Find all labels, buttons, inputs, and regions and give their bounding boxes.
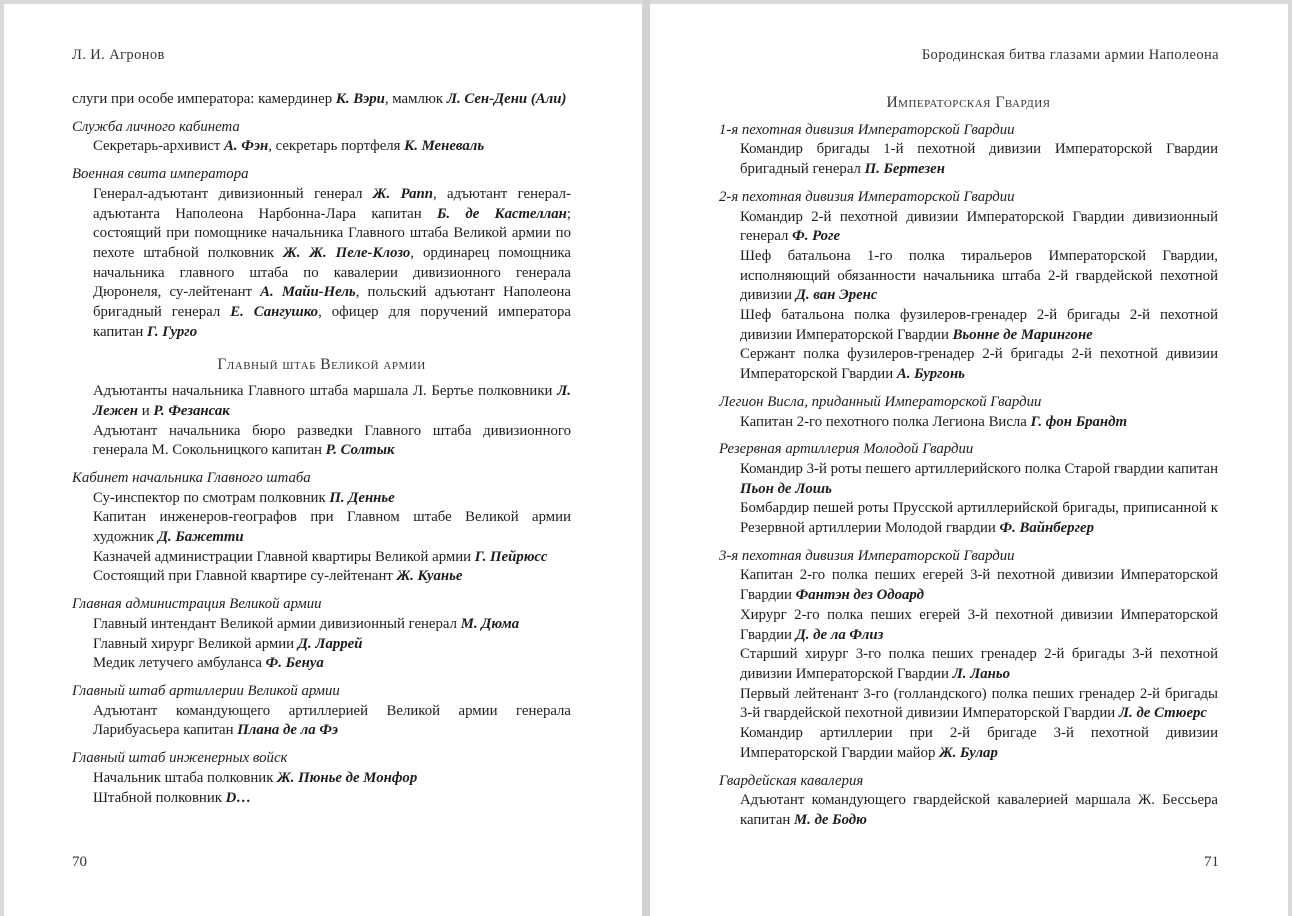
list-entry: Секретарь-архивист А. Фэн, секретарь портфеля К. Меневаль (93, 138, 485, 155)
section-heading: Резервная артиллерия Молодой Гвардии (719, 441, 974, 458)
list-entry: Су-инспектор по смотрам полковник П. Денньe (93, 489, 395, 506)
list-entry: Главный хирург Великой армии Д. Ларрей (93, 635, 363, 652)
section-heading: 2-я пехотная дивизия Императорской Гвардии (719, 188, 1015, 205)
list-entry: Командир 3-й роты пешего артиллерийского полка Старой гвардии капитан Пьон де Лошь (740, 460, 1218, 497)
section-heading: 1-я пехотная дивизия Императорской Гвардии (719, 121, 1015, 138)
left-page (4, 4, 642, 916)
list-entry: Старший хирург 3-го полка пеших гренадер 2-й бригады 3-й пехотной дивизии Императорской Гвардии Л. Ланьо (740, 646, 1218, 682)
list-entry: Состоящий при Главной квартире су-лейтенант Ж. Куанье (93, 568, 463, 585)
list-entry: Капитан 2-го пехотного полка Легиона Висла Г. фон Брандт (740, 413, 1127, 430)
right-column (719, 90, 1218, 831)
list-entry: Адъютант начальника бюро разведки Главного штаба дивизионного генерала М. Сокольницкого капитан Р. Солтык (93, 422, 571, 459)
list-entry: Штабной полковник D… (93, 789, 252, 806)
list-entry: Капитан 2-го полка пеших егерей 3-й пехотной дивизии Императорской Гвардии Фантэн дез Одоард (740, 567, 1218, 604)
section-heading: Служба личного кабинета (72, 118, 240, 135)
section-heading: Легион Висла, приданный Императорской Гвардии (719, 393, 1042, 410)
list-entry: Адъютант командующего гвардейской кавалерией маршала Ж. Бессьера капитан М. де Бодю (740, 792, 1218, 828)
chapter-heading: Императорская Гвардия (886, 94, 1051, 111)
list-entry: Шеф батальона полка фузилеров-гренадер 2-й бригады 2-й пехотной дивизии Императорской Гвардии Вьонне де Марингоне (740, 307, 1218, 343)
page-number-right: 71 (1204, 854, 1219, 870)
list-entry: Казначей администрации Главной квартиры Великой армии Г. Пейрюсс (93, 548, 548, 565)
paragraph: слуги при особе императора: камердинер К. Вэри, мамлюк Л. Сен-Дени (Али) (72, 91, 567, 107)
section-heading: 3-я пехотная дивизия Императорской Гвардии (719, 547, 1015, 564)
list-entry: Начальник штаба полковник Ж. Пюнье де Монфор (93, 769, 418, 786)
list-entry: Бомбардир пешей роты Прусской артиллерийской бригады, приписанной к Резервной артиллерии Молодой гвардии Ф. Вайнбергер (740, 500, 1218, 537)
section-heading: Гвардейская кавалерия (719, 772, 864, 789)
page-number-left: 70 (72, 854, 87, 870)
list-entry: Адъютанты начальника Главного штаба маршала Л. Бертье полковники Л. Лежен и Р. Фезансак (93, 383, 571, 419)
list-entry: Генерал-адъютант дивизионный генерал Ж. Рапп, адъютант генерал-адъютанта Наполеона Нарбонна-Лара капитан Б. де Кастеллан; состоящий при помощнике начальника Главного штаба Великой армии по пехоте штабной полковник Ж. Ж. Пеле-Клозо, ординарец помощника начальника главного штаба по кавалерии дивизионного генерала Дюронеля, су-лейтенант А. Майи-Нель, польский адъютант Наполеона бригадный генерал Е. Сангушко, офицер для поручений императора капитан Г. Гурго (93, 185, 571, 340)
chapter-heading: Главный штаб Великой армии (217, 356, 426, 374)
list-entry: Первый лейтенант 3-го (голландского) полка пеших гренадер 2-й бригады 3-й гвардейской пехотной дивизии Императорской Гвардии Л. де Стюерс (740, 685, 1218, 722)
list-entry: Командир 2-й пехотной дивизии Императорской Гвардии дивизионный генерал Ф. Роге (740, 208, 1218, 245)
left-column (72, 90, 571, 808)
list-entry: Капитан инженеров-географов при Главном штабе Великой армии художник Д. Бажетти (93, 509, 571, 546)
book-spine (642, 0, 650, 916)
list-entry: Сержант полка фузилеров-гренадер 2-й бригады 2-й пехотной дивизии Императорской Гвардии А. Бургонь (740, 346, 1218, 383)
list-entry: Командир бригады 1-й пехотной дивизии Императорской Гвардии бригадный генерал П. Бертезен (740, 141, 1218, 178)
running-head-title: Бородинская битва глазами армии Наполеона (921, 47, 1219, 63)
list-entry: Главный интендант Великой армии дивизионный генерал М. Дюма (93, 615, 520, 632)
list-entry: Шеф батальона 1-го полка тиральеров Императорской Гвардии, исполняющий обязанности начальника штаба 2-й гвардейской пехотной дивизии Д. ван Эренс (740, 247, 1218, 304)
list-entry: Хирург 2-го полка пеших егерей 3-й пехотной дивизии Императорской Гвардии Д. де ла Флиз (740, 606, 1218, 643)
right-page (650, 4, 1288, 916)
section-heading: Кабинет начальника Главного штаба (72, 469, 311, 486)
section-heading: Главный штаб инженерных войск (72, 750, 288, 767)
list-entry: Адъютант командующего артиллерией Великой армии генерала Ларибуасьера капитан Плана де ла Фэ (93, 702, 571, 739)
section-heading: Главная администрация Великой армии (72, 596, 322, 613)
running-head-author: Л. И. Агронов (72, 47, 165, 63)
list-entry: Медик летучего амбуланса Ф. Бенуа (93, 655, 324, 672)
section-heading: Главный штаб артиллерии Великой армии (72, 682, 340, 699)
list-entry: Командир артиллерии при 2-й бригаде 3-й пехотной дивизии Императорской Гвардии майор Ж. Булар (740, 725, 1218, 761)
section-heading: Военная свита императора (72, 166, 249, 183)
